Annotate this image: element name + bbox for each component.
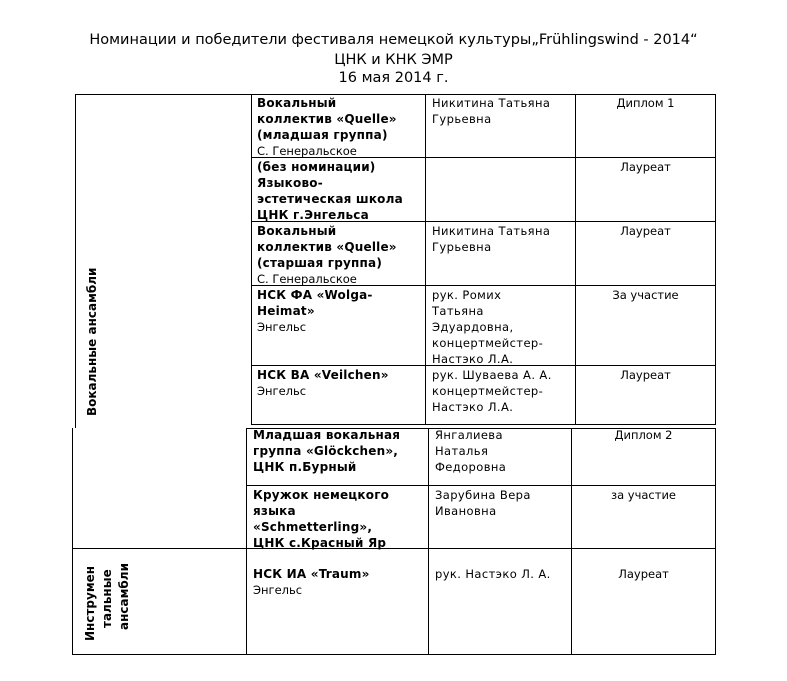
- row-line: [251, 424, 716, 425]
- table-border-bottom: [72, 654, 716, 655]
- ensemble-name: коллектив «Quelle»: [257, 112, 397, 126]
- leader-name: Наталья: [435, 444, 489, 458]
- ensemble-name: (младшая группа): [257, 128, 388, 142]
- leader-cell: [435, 487, 531, 519]
- ensemble-name: Кружок немецкого: [253, 488, 390, 502]
- ensemble-name: коллектив «Quelle»: [257, 240, 397, 254]
- ensemble-place: Энгельс: [257, 384, 307, 398]
- table-border-left-upper: [75, 94, 76, 428]
- table-row: [253, 427, 400, 475]
- leader-cell: [435, 566, 551, 582]
- col-line-4-lower: [715, 428, 716, 654]
- award-cell: Лауреат: [618, 567, 669, 581]
- document-title: Номинации и победители фестиваля немецкой культуры„Frühlingswind - 2014“: [89, 32, 698, 48]
- leader-name: концертмейстер-: [432, 336, 544, 350]
- ensemble-name: НСК ФА «Wolga-: [257, 288, 373, 302]
- leader-name: Гурьевна: [432, 240, 492, 254]
- ensemble-name: «Schmetterling»,: [253, 520, 373, 534]
- leader-name: Никитина Татьяна: [432, 96, 551, 110]
- leader-cell: [432, 223, 550, 255]
- award-cell: Диплом 1: [616, 96, 675, 110]
- leader-name: Гурьевна: [432, 112, 492, 126]
- leader-name: Ивановна: [435, 504, 497, 518]
- table-row: [257, 223, 397, 287]
- category-instrumental-3: ансамбли: [117, 563, 131, 630]
- ensemble-name: ЦНК г.Энгельса: [257, 208, 369, 222]
- ensemble-name: НСК ИА «Traum»: [253, 567, 370, 581]
- leader-cell: [432, 95, 550, 127]
- table-row: [257, 95, 397, 159]
- col-line-4-upper: [715, 94, 716, 424]
- ensemble-name: Языково-: [257, 176, 323, 190]
- leader-cell: [432, 287, 543, 367]
- category-divider: [72, 548, 248, 549]
- leader-name: Настэко Л.А.: [432, 400, 514, 414]
- ensemble-name: Младшая вокальная: [253, 428, 401, 442]
- leader-name: Зарубина Вера: [435, 488, 531, 502]
- col-line-1-lower: [246, 428, 247, 654]
- category-vocal: Вокальные ансамбли: [85, 267, 99, 416]
- award-cell: За участие: [612, 288, 679, 302]
- leader-name: рук. Ромих: [432, 288, 502, 302]
- ensemble-name: ЦНК с.Красный Яр: [253, 536, 387, 550]
- award-cell: за участие: [610, 488, 677, 502]
- ensemble-place: Энгельс: [253, 583, 303, 597]
- table-row: [257, 287, 373, 335]
- leader-name: Татьяна: [432, 304, 484, 318]
- col-line-2-lower: [428, 428, 429, 654]
- leader-name: Эдуардовна,: [432, 320, 514, 334]
- ensemble-name: Heimat»: [257, 304, 315, 318]
- ensemble-place: Энгельс: [257, 320, 307, 334]
- ensemble-name: языка: [253, 504, 296, 518]
- leader-name: рук. Шуваева А. А.: [432, 368, 552, 382]
- col-line-1-upper: [251, 94, 252, 424]
- leader-name: Никитина Татьяна: [432, 224, 551, 238]
- ensemble-name: (без номинации): [257, 160, 376, 174]
- ensemble-name: ЦНК п.Бурный: [253, 460, 357, 474]
- table-row: [253, 487, 389, 551]
- category-instrumental-2: тальные: [100, 569, 114, 628]
- award-cell: Лауреат: [620, 160, 671, 174]
- award-cell: Лауреат: [620, 368, 671, 382]
- col-line-3-lower: [571, 428, 572, 654]
- leader-name: Федоровна: [435, 460, 507, 474]
- table-border-left-lower: [72, 428, 73, 654]
- table-row: [257, 159, 403, 223]
- table-row: [257, 367, 389, 399]
- leader-name: рук. Настэко Л. А.: [435, 567, 551, 581]
- leader-name: Настэко Л.А.: [432, 352, 514, 366]
- leader-cell: [435, 427, 506, 475]
- col-line-2-upper: [425, 94, 426, 424]
- row-line: [246, 485, 716, 486]
- document-date: 16 мая 2014 г.: [338, 70, 449, 86]
- category-instrumental-1: Инструмен: [83, 565, 97, 641]
- award-cell: Лауреат: [620, 224, 671, 238]
- ensemble-name: НСК ВА «Veilchen»: [257, 368, 389, 382]
- ensemble-name: группа «Glöckchen»,: [253, 444, 399, 458]
- ensemble-place: С. Генеральское: [257, 272, 357, 286]
- ensemble-name: Вокальный: [257, 224, 337, 238]
- ensemble-name: эстетическая школа: [257, 192, 403, 206]
- table-row: [253, 566, 370, 598]
- ensemble-name: (старшая группа): [257, 256, 383, 270]
- leader-name: концертмейстер-: [432, 384, 544, 398]
- document-subtitle: ЦНК и КНК ЭМР: [334, 52, 453, 68]
- leader-cell: [432, 367, 552, 415]
- leader-name: Янгалиева: [435, 428, 503, 442]
- award-cell: Диплом 2: [614, 428, 673, 442]
- ensemble-place: С. Генеральское: [257, 144, 357, 158]
- ensemble-name: Вокальный: [257, 96, 337, 110]
